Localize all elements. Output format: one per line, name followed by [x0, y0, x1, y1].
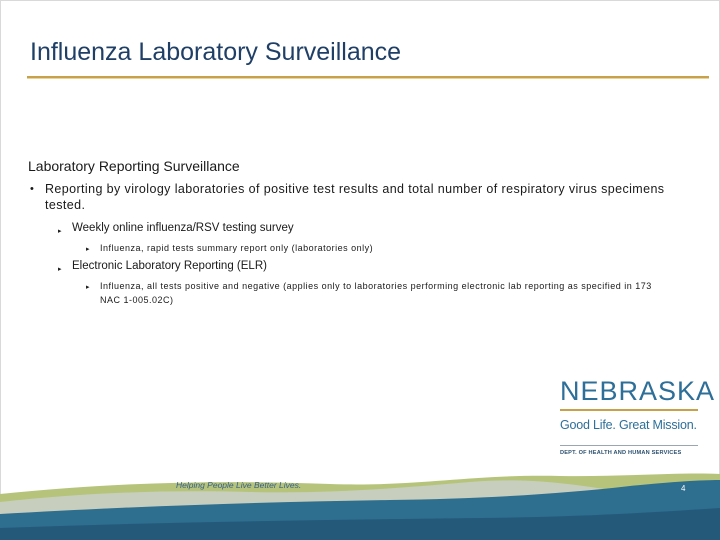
bullet-level3-elr: [28, 279, 688, 307]
bullet-arrow-icon: ▸: [58, 266, 62, 273]
page-number: 4: [681, 484, 686, 493]
slide-title: Influenza Laboratory Surveillance: [30, 38, 402, 66]
section-heading: Laboratory Reporting Surveillance: [28, 158, 240, 174]
bullet-text: Electronic Laboratory Reporting (ELR): [72, 260, 267, 272]
nebraska-logo: [560, 376, 716, 456]
bullet-dot-icon: •: [30, 183, 35, 195]
logo-department: DEPT. OF HEALTH AND HUMAN SERVICES: [560, 450, 682, 456]
footer-tagline: Helping People Live Better Lives.: [176, 480, 302, 490]
bullet-text: Influenza, all tests positive and negative (applies only to laboratories performing electronic lab reporting as specified in 173 NAC 1-005.02C): [100, 281, 652, 305]
bullet-level2-survey: [28, 221, 688, 235]
footer-landscape-graphic: [0, 462, 720, 540]
logo-wordmark: NEBRASKA: [560, 376, 716, 406]
frame-top-border: [0, 0, 720, 1]
bullet-text: Weekly online influenza/RSV testing survey: [72, 222, 294, 234]
frame-left-border: [0, 0, 1, 540]
bullet-level1: [28, 181, 688, 213]
bullet-arrow-icon: ▸: [86, 246, 91, 253]
bullet-level3-rapid: [28, 241, 688, 255]
title-underline-shadow: [27, 78, 709, 79]
bullet-text: Influenza, rapid tests summary report only (laboratories only): [100, 243, 374, 253]
bullet-level2-elr: [28, 259, 688, 273]
bullet-arrow-icon: ▸: [58, 228, 62, 235]
bullet-text: Reporting by virology laboratories of positive test results and total number of respiratory virus specimens tested.: [45, 182, 665, 212]
slide-body: [28, 158, 688, 311]
logo-gold-rule: [560, 409, 698, 411]
logo-tagline: Good Life. Great Mission.: [560, 418, 697, 432]
bullet-arrow-icon: ▸: [86, 284, 91, 291]
logo-divider: [560, 445, 698, 446]
